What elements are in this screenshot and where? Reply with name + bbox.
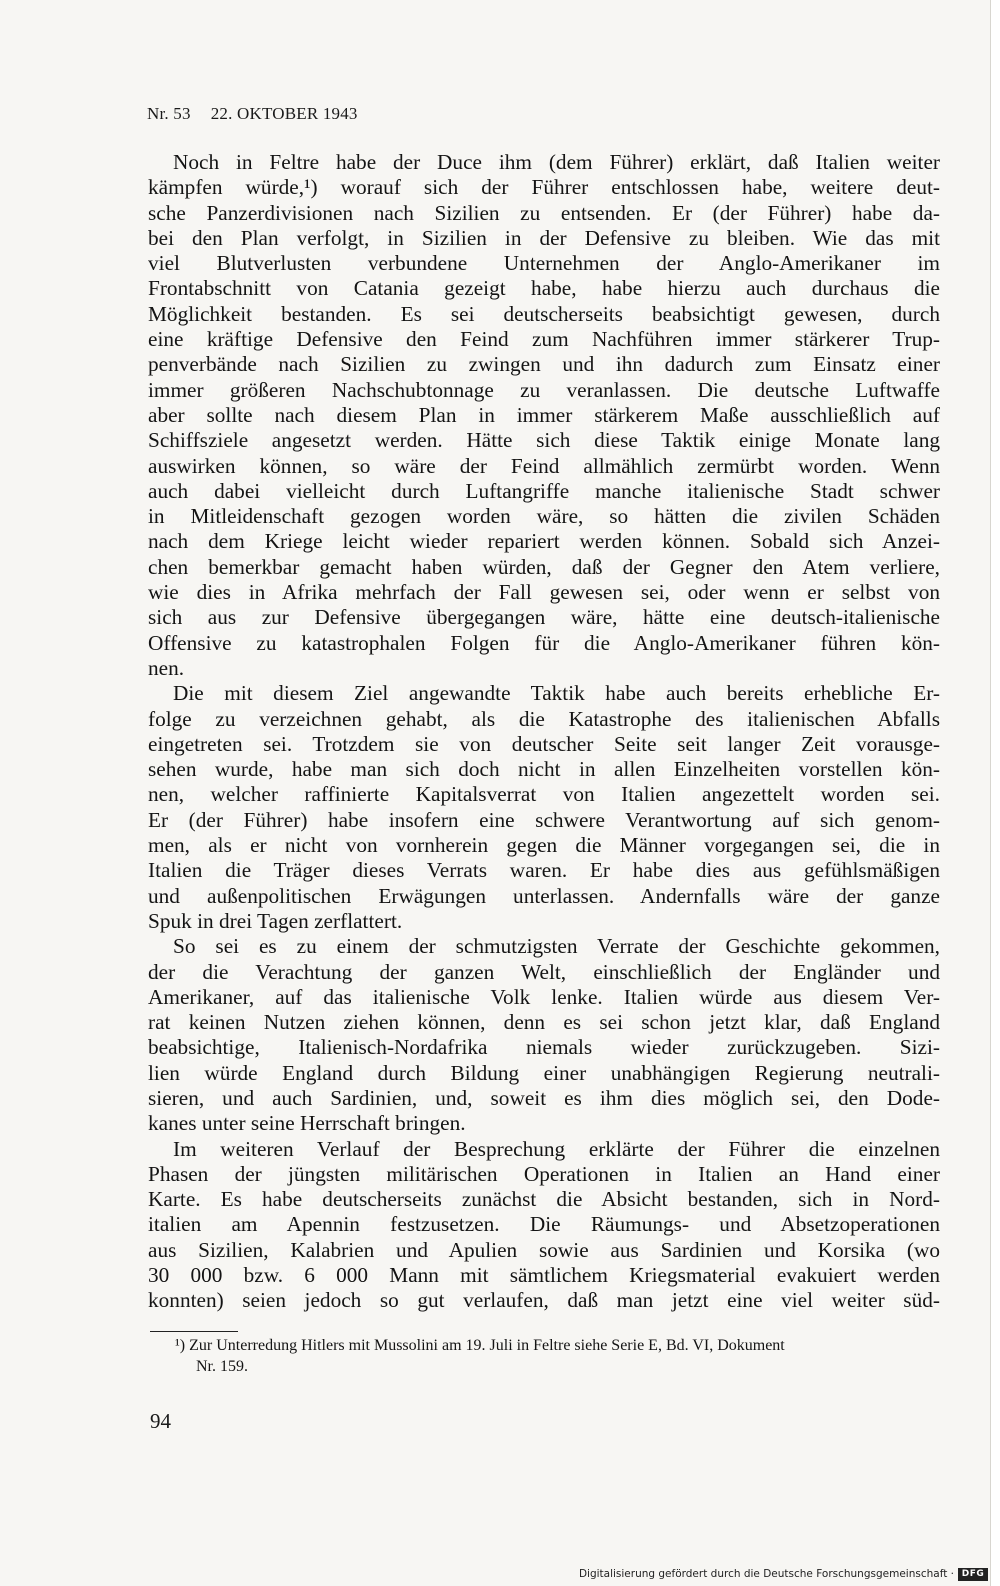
page-number: 94 [150,1409,171,1433]
text-line: sehen wurde, habe man sich doch nicht in allen Einzelheiten vorstellen kön- [148,757,940,782]
text-line: Phasen der jüngsten militärischen Operationen in Italien an Hand einer [148,1161,940,1186]
text-line: wie dies in Afrika mehrfach der Fall gewesen sei, oder wenn er selbst von [148,580,940,605]
text-line: Italien die Träger dieses Verrats waren. Er habe dies aus gefühlsmäßigen [148,858,940,883]
text-line: Noch in Feltre habe der Duce ihm (dem Führer) erklärt, daß Italien weiter [173,150,940,174]
running-head [147,104,358,124]
text-line: So sei es zu einem der schmutzigsten Verrate der Geschichte gekommen, [173,934,940,959]
text-line: lien würde England durch Bildung einer unabhängigen Regierung neutrali- [148,1060,940,1085]
text-line: folge zu verzeichnen gehabt, als die Katastrophe des italienischen Abfalls [148,706,940,731]
text-line: kämpfen würde,¹) worauf sich der Führer entschlossen habe, weitere deut- [148,175,940,200]
document-date: 22. OKTOBER 1943 [210,104,358,123]
text-line: in Mitleidenschaft gezogen worden wäre, so hätten die zivilen Schäden [148,504,940,529]
main-text [148,150,940,1314]
footnote-line: ¹) Zur Unterredung Hitlers mit Mussolini am 19. Juli in Feltre siehe Serie E, Bd. VI, Dokument [175,1337,785,1354]
footnote-line: Nr. 159. [196,1358,248,1375]
document-number: Nr. 53 [147,104,191,123]
footnote-divider [150,1331,238,1332]
text-line: sieren, und auch Sardinien, und, soweit es ihm dies möglich sei, den Dode- [148,1085,940,1110]
text-line: italien am Apennin festzusetzen. Die Räumungs- und Absetzoperationen [148,1212,940,1237]
text-line: aber sollte nach diesem Plan in immer stärkerem Maße ausschließlich auf [148,402,940,427]
text-line: chen bemerkbar gemacht haben würden, daß der Gegner den Atem verliere, [148,554,940,579]
digitization-notice: Digitalisierung gefördert durch die Deutsche Forschungsgemeinschaft · [578,1568,954,1580]
text-line: Spuk in drei Tagen zerflattert. [148,908,403,933]
text-line: Schiffsziele angesetzt werden. Hätte sich diese Taktik einige Monate lang [148,428,940,453]
text-line: viel Blutverlusten verbundene Unternehmen der Anglo-Amerikaner im [148,251,940,276]
text-line: Er (der Führer) habe insofern eine schwere Verantwortung auf sich genom- [148,807,940,832]
text-line: bei den Plan verfolgt, in Sizilien in der Defensive zu bleiben. Wie das mit [148,225,940,250]
text-line: Im weiteren Verlauf der Besprechung erklärte der Führer die einzelnen [173,1136,940,1161]
text-line: Offensive zu katastrophalen Folgen für die Anglo-Amerikaner führen kön- [148,630,940,655]
text-line: Frontabschnitt von Catania gezeigt habe, habe hierzu auch durchaus die [148,276,940,301]
text-line: aus Sizilien, Kalabrien und Apulien sowie aus Sardinien und Korsika (wo [148,1237,940,1262]
text-line: sich aus zur Defensive übergegangen wäre, hätte eine deutsch-italienische [148,605,940,630]
text-line: und außenpolitischen Erwägungen unterlassen. Andernfalls wäre der ganze [148,883,940,908]
text-line: beabsichtige, Italienisch-Nordafrika niemals wieder zurückzugeben. Sizi- [148,1035,940,1060]
text-line: nen. [148,655,185,680]
text-line: der die Verachtung der ganzen Welt, einschließlich der Engländer und [148,959,940,984]
text-line: Amerikaner, auf das italienische Volk lenke. Italien würde aus diesem Ver- [148,984,940,1009]
text-line: penverbände nach Sizilien zu zwingen und ihn dadurch zum Einsatz einer [148,352,940,377]
text-line: kanes unter seine Herrschaft bringen. [148,1111,466,1136]
text-line: nach dem Kriege leicht wieder repariert werden können. Sobald sich Anzei- [148,529,940,554]
text-line: sche Panzerdivisionen nach Sizilien zu entsenden. Er (der Führer) habe da- [148,200,940,225]
footnote [175,1335,945,1377]
text-line: konnten) seien jedoch so gut verlaufen, daß man jetzt eine viel weiter süd- [148,1288,940,1313]
text-line: Die mit diesem Ziel angewandte Taktik habe auch bereits erhebliche Er- [173,681,940,706]
text-line: Karte. Es habe deutscherseits zunächst die Absicht bestanden, sich in Nord- [148,1187,940,1212]
text-line: 30 000 bzw. 6 000 Mann mit sämtlichem Kriegsmaterial evakuiert werden [148,1263,940,1288]
text-line: auswirken können, so wäre der Feind allmählich zermürbt worden. Wenn [148,453,940,478]
text-line: immer größeren Nachschubtonnage zu veranlassen. Die deutsche Luftwaffe [148,377,940,402]
text-line: nen, welcher raffinierte Kapitalsverrat von Italien angezettelt worden sei. [148,782,940,807]
text-line: auch dabei vielleicht durch Luftangriffe manche italienische Stadt schwer [148,478,940,503]
dfg-logo: DFG [958,1568,988,1581]
text-line: rat keinen Nutzen ziehen können, denn es sei schon jetzt klar, daß England [148,1010,940,1035]
text-line: eingetreten sei. Trotzdem sie von deutscher Seite seit langer Zeit vorausge- [148,731,940,756]
text-line: Möglichkeit bestanden. Es sei deutscherseits beabsichtigt gewesen, durch [148,301,940,326]
text-line: eine kräftige Defensive den Feind zum Nachführen immer stärkerer Trup- [148,327,940,352]
text-line: men, als er nicht von vornherein gegen die Männer vorgegangen sei, die in [148,833,940,858]
